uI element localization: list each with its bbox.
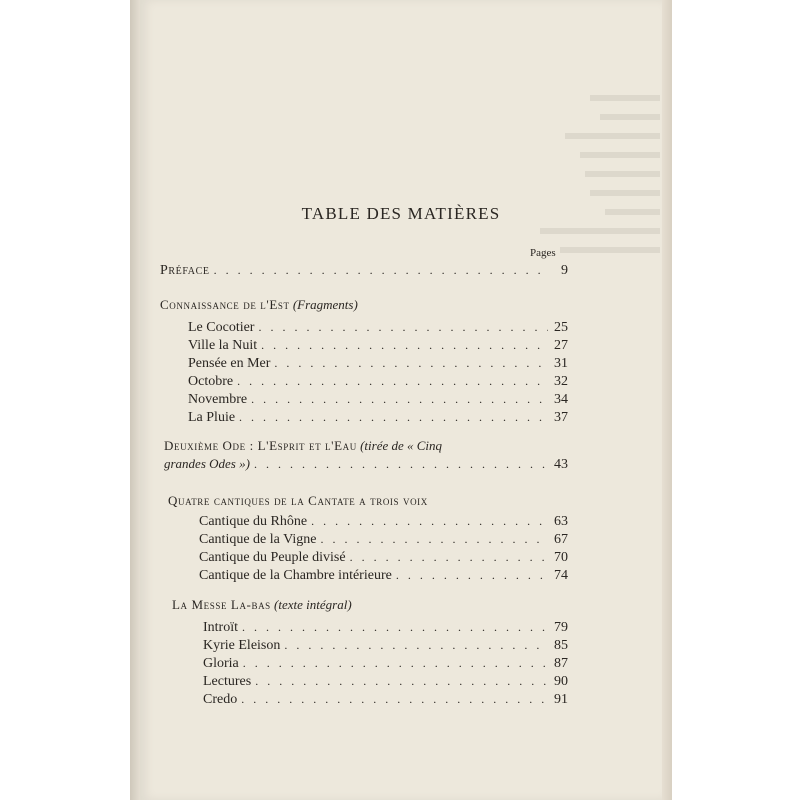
bleed-through-text bbox=[470, 95, 660, 265]
toc-entry[interactable]: Cantique de la Chambre intérieure . . . 74 bbox=[199, 568, 568, 586]
dot-leader bbox=[251, 392, 548, 407]
toc-entry[interactable]: Pensée en Mer . . . 31 bbox=[188, 356, 568, 374]
toc-entry[interactable]: Credo . . . 91 bbox=[203, 692, 568, 710]
toc-entry[interactable]: Octobre . . . 32 bbox=[188, 374, 568, 392]
section-heading-deuxieme-ode: Deuxième Ode : L'Esprit et l'Eau (tirée de « Cinq bbox=[164, 438, 443, 453]
toc-title: TABLE DES MATIÈRES bbox=[301, 204, 501, 223]
dot-leader bbox=[242, 620, 548, 635]
toc-entry[interactable]: Cantique du Rhône . . . 63 bbox=[199, 514, 568, 532]
toc-entry[interactable]: Introït . . . 79 bbox=[203, 620, 568, 638]
entry-page: 9 bbox=[561, 263, 568, 278]
dot-leader bbox=[254, 457, 548, 472]
dot-leader bbox=[241, 692, 548, 707]
toc-entry[interactable]: Gloria . . . 87 bbox=[203, 656, 568, 674]
pages-column-header: Pages bbox=[530, 247, 556, 259]
dot-leader bbox=[258, 320, 548, 335]
dot-leader bbox=[274, 356, 548, 371]
toc-entry[interactable]: Lectures . . . 90 bbox=[203, 674, 568, 692]
section-heading-connaissance: Connaissance de l'Est (Fragments) bbox=[160, 297, 358, 312]
dot-leader bbox=[350, 550, 548, 565]
dot-leader bbox=[239, 410, 548, 425]
section-heading-quatre-cantiques: Quatre cantiques de la Cantate a trois voix bbox=[168, 493, 428, 508]
dot-leader bbox=[237, 374, 548, 389]
dot-leader bbox=[320, 532, 548, 547]
dot-leader bbox=[243, 656, 548, 671]
dot-leader bbox=[284, 638, 548, 653]
dot-leader bbox=[255, 674, 548, 689]
toc-entry[interactable]: La Pluie . . . 37 bbox=[188, 410, 568, 428]
dot-leader bbox=[311, 514, 548, 529]
dot-leader bbox=[261, 338, 548, 353]
toc-entry[interactable]: Cantique de la Vigne . . . 67 bbox=[199, 532, 568, 550]
toc-entry[interactable]: Ville la Nuit . . . 27 bbox=[188, 338, 568, 356]
dot-leader bbox=[214, 263, 548, 278]
toc-entry[interactable]: Le Cocotier . . . 25 bbox=[188, 320, 568, 338]
toc-entry-preface[interactable] bbox=[160, 263, 568, 281]
dot-leader bbox=[396, 568, 548, 583]
toc-entry[interactable]: Cantique du Peuple divisé . . . 70 bbox=[199, 550, 568, 568]
toc-entry[interactable]: Kyrie Eleison . . . 85 bbox=[203, 638, 568, 656]
page-edge-right bbox=[662, 0, 672, 800]
entry-label: Préface bbox=[160, 263, 210, 278]
toc-entry[interactable]: Novembre . . . 34 bbox=[188, 392, 568, 410]
section-heading-messe-la-bas: La Messe La-bas (texte intégral) bbox=[172, 597, 352, 612]
toc-entry-deuxieme-ode[interactable]: grandes Odes ») . . . 43 bbox=[164, 456, 568, 474]
